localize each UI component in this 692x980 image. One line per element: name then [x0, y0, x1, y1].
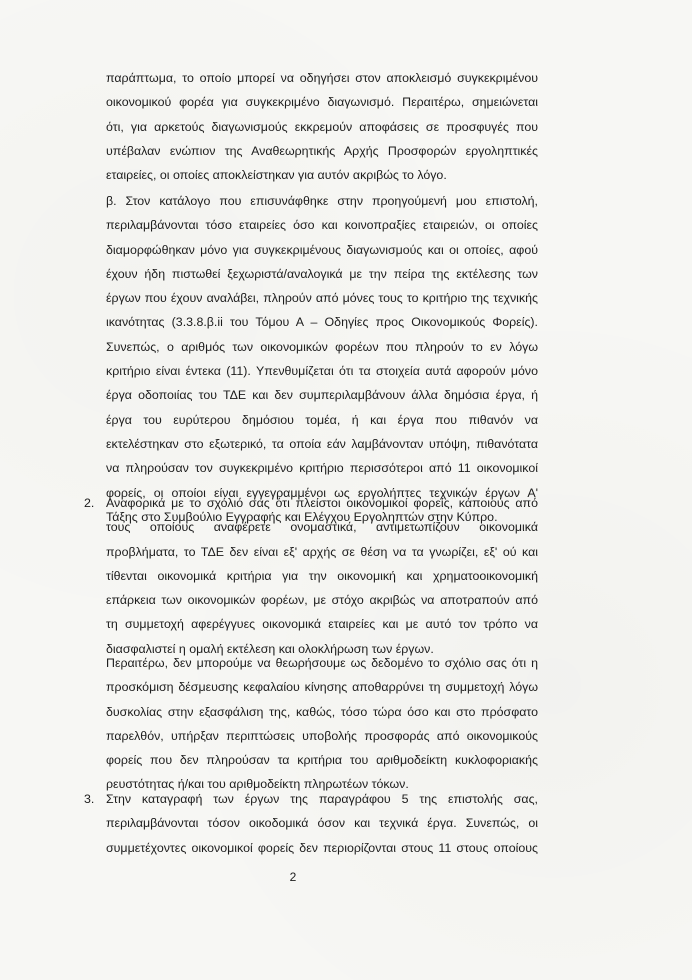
text-line: Συνεπώς, ο αριθμός των οικονομικών φορέων που πληρούν το εν λόγω	[106, 339, 538, 354]
text-line: έργων που έχουν αναλάβει, πληρούν από μόνες τους το κριτήριο της τεχνικής	[106, 291, 538, 306]
intro-paragraph	[106, 66, 538, 187]
text-line: ότι, για αρκετούς διαγωνισμούς εκκρεμούν αποφάσεις σε προσφυγές που	[106, 119, 538, 134]
text-line: οικονομικού φορέα για συγκεκριμένο διαγωνισμό. Περαιτέρω, σημειώνεται	[106, 95, 538, 110]
text-line: Τάξης στο Συμβούλιο Εγγραφής και Ελέγχου Εργοληπτών στην Κύπρο.	[106, 509, 498, 524]
text-line: Αναφορικά με το σχόλιό σας ότι πλείστοι οικονομικοί φορείς, κάποιους από	[106, 496, 538, 510]
text-line: ικανότητας (3.3.8.β.ii του Τόμου Α – Οδηγίες προς Οικονομικούς Φορείς).	[106, 315, 538, 330]
item-3-paragraph	[106, 787, 538, 860]
text-line: έχουν ήδη πιστωθεί ξεχωριστά/αναλογικά με την πείρα της εκτέλεσης των	[106, 266, 538, 281]
text-line: παρελθόν, υπήρξαν περιπτώσεις υποβολής προσφοράς από οικονομικούς	[106, 728, 538, 743]
text-line: δυσκολίας στην εξασφάλιση της, καθώς, τόσο τώρα όσο και στο πρόσφατο	[106, 704, 538, 719]
text-line: εκτελέστηκαν στο εξωτερικό, τα οποία εάν λαμβάνονταν υπόψη, πιθανότατα	[106, 436, 538, 451]
item-3-number: 3.	[84, 792, 95, 806]
text-line: Στην καταγραφή των έργων της παραγράφου 5 της επιστολής σας,	[106, 792, 538, 806]
text-line: επάρκεια των οικονομικών φορέων, με στόχο ακριβώς να αποτραπούν από	[106, 593, 538, 608]
text-line: εταιρείες, οι οποίες αποκλείστηκαν για αυτόν ακριβώς το λόγο.	[106, 168, 447, 183]
text-line: έργα οδοποιίας του ΤΔΕ και δεν συμπεριλαμβάνουν άλλα δημόσια έργα, ή	[106, 388, 538, 403]
page-number: 2	[289, 870, 297, 884]
text-line: διαμορφώθηκαν μόνο για συγκεκριμένους διαγωνισμούς και οι οποίες, αφού	[106, 242, 538, 257]
text-line: προσκόμιση δέσμευσης κεφαλαίου κίνησης αποθαρρύνει τη συμμετοχή λόγω	[106, 680, 538, 695]
text-line: κριτήριο είναι έντεκα (11). Υπενθυμίζεται ότι τα στοιχεία αυτά αφορούν μόνο	[106, 364, 538, 379]
text-line: προβλήματα, το ΤΔΕ δεν είναι εξ' αρχής σε θέση να τα γνωρίζει, εξ' ού και	[106, 544, 538, 559]
text-line: τη συμμετοχή αφερέγγυες οικονομικά εταιρείες και με αυτό τον τρόπο να	[106, 617, 538, 632]
item-2-paragraph	[106, 491, 538, 661]
text-line: τους οποίους αναφέρετε ονομαστικά, αντιμετωπίζουν οικονομικά	[106, 520, 538, 535]
text-line: τίθενται οικονομικά κριτήρια για την οικονομική και χρηματοοικονομική	[106, 568, 538, 583]
text-line: περιλαμβάνονται τόσον οικοδομικά όσον και τεχνικά έργα. Συνεπώς, οι	[106, 816, 538, 831]
item-2-number: 2.	[84, 496, 95, 510]
text-line: φορείς που δεν πληρούσαν τα κριτήρια του αριθμοδείκτη κυκλοφοριακής	[106, 753, 538, 768]
text-line: β. Στον κατάλογο που επισυνάφθηκε στην προηγούμενή μου επιστολή,	[106, 194, 538, 208]
item-b-paragraph	[106, 189, 538, 529]
text-line: έργα του ευρύτερου δημόσιου τομέα, ή και έργα που πιθανόν να	[106, 412, 538, 427]
text-line: διασφαλιστεί η ομαλή εκτέλεση και ολοκλήρωση των έργων.	[106, 641, 434, 656]
text-line: περιλαμβάνονται τόσο εταιρείες όσο και κοινοπραξίες εταιρειών, οι οποίες	[106, 218, 538, 233]
text-line: να πληρούσαν τον συγκεκριμένο κριτήριο περισσότεροι από 11 οικονομικοί	[106, 461, 538, 476]
text-line: Περαιτέρω, δεν μπορούμε να θεωρήσουμε ως δεδομένο το σχόλιο σας ότι η	[106, 656, 538, 670]
text-line: παράπτωμα, το οποίο μπορεί να οδηγήσει στον αποκλεισμό συγκεκριμένου	[106, 71, 538, 85]
text-line: υπέβαλαν ενώπιον της Αναθεωρητικής Αρχής Προσφορών εργοληπτικές	[106, 143, 538, 158]
text-line: φορείς, οι οποίοι είναι εγγεγραμμένοι ως εργολήπτες τεχνικών έργων Α'	[106, 485, 538, 500]
text-line: συμμετέχοντες οικονομικοί φορείς δεν περιορίζονται στους 11 στους οποίους	[106, 840, 538, 855]
item-2-continuation-paragraph	[106, 651, 538, 797]
text-line: ρευστότητας ή/και του αριθμοδείκτη πληρωτέων τόκων.	[106, 777, 409, 792]
